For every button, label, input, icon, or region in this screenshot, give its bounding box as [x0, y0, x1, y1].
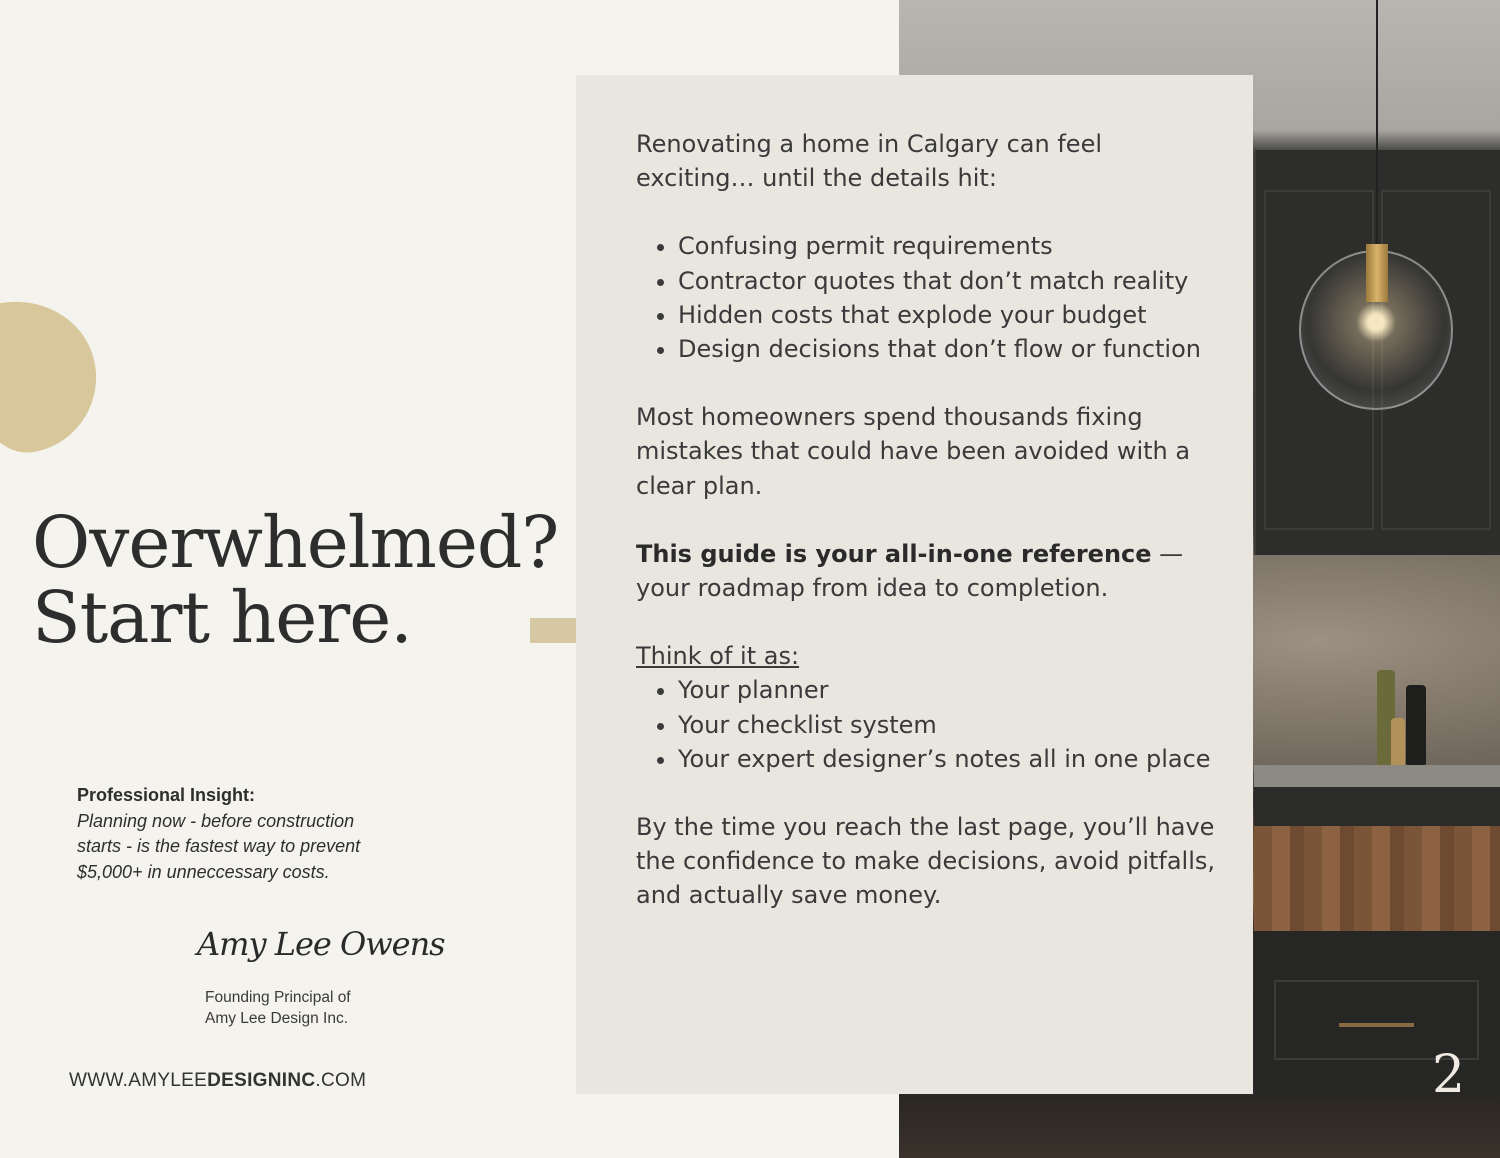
- list-item: • Your planner: [678, 673, 1216, 707]
- pendant-cord: [1376, 0, 1378, 255]
- insight-text: Planning now - before construction starts - is the fastest way to prevent $5,000+ in unneccessary costs.: [77, 810, 361, 882]
- page-title: [32, 501, 559, 659]
- guide-bold-text: This guide is your all-in-one reference: [636, 539, 1152, 568]
- list-item: • Contractor quotes that don’t match reality: [678, 264, 1216, 298]
- decorative-blob: [0, 291, 106, 460]
- list-item: • Your checklist system: [678, 708, 1216, 742]
- mistakes-paragraph: Most homeowners spend thousands fixing mistakes that could have been avoided with a clear plan.: [636, 403, 1191, 500]
- butcher-block-island: [1254, 826, 1500, 931]
- title-line-2: Start here.: [32, 576, 412, 659]
- brass-canister: [1391, 718, 1405, 766]
- problems-list: [636, 229, 1216, 366]
- insight-title: Professional Insight:: [77, 785, 256, 805]
- website-bold: DESIGNINC: [207, 1070, 316, 1091]
- signature-name: Amy Lee Owens: [197, 925, 445, 963]
- floor: [899, 1095, 1500, 1158]
- professional-insight: [77, 783, 397, 885]
- page-number: 2: [1432, 1045, 1466, 1105]
- list-item: • Design decisions that don’t flow or function: [678, 332, 1216, 366]
- closing-paragraph: By the time you reach the last page, you’ll have the confidence to make decisions, avoid pitfalls, and actually save money.: [636, 813, 1216, 910]
- drawer-handle: [1339, 1023, 1414, 1027]
- title-line-1: Overwhelmed?: [32, 501, 559, 584]
- lower-cabinet: [1254, 787, 1500, 827]
- role-line-1: Founding Principal of: [205, 989, 351, 1006]
- countertop: [1254, 765, 1500, 787]
- website-link[interactable]: [69, 1070, 366, 1092]
- website-suffix: .COM: [315, 1070, 367, 1091]
- think-label: Think of it as:: [636, 642, 800, 671]
- list-item: • Confusing permit requirements: [678, 229, 1216, 263]
- card-body: [636, 127, 1216, 913]
- intro-paragraph: Renovating a home in Calgary can feel exciting… until the details hit:: [636, 130, 1102, 193]
- dark-bottle: [1406, 685, 1426, 765]
- website-prefix: WWW.AMYLEE: [69, 1070, 208, 1091]
- role-line-2: Amy Lee Design Inc.: [205, 1010, 349, 1027]
- guide-paragraph: [636, 537, 1216, 605]
- guide-rest-text: — your roadmap from idea to completion.: [636, 539, 1184, 603]
- list-item: • Your expert designer’s notes all in one place: [678, 742, 1216, 776]
- pendant-socket: [1366, 244, 1388, 302]
- think-list: [636, 673, 1216, 776]
- author-role: [205, 987, 351, 1029]
- content-card: [576, 75, 1253, 1094]
- signature: [197, 915, 445, 985]
- list-item: • Hidden costs that explode your budget: [678, 298, 1216, 332]
